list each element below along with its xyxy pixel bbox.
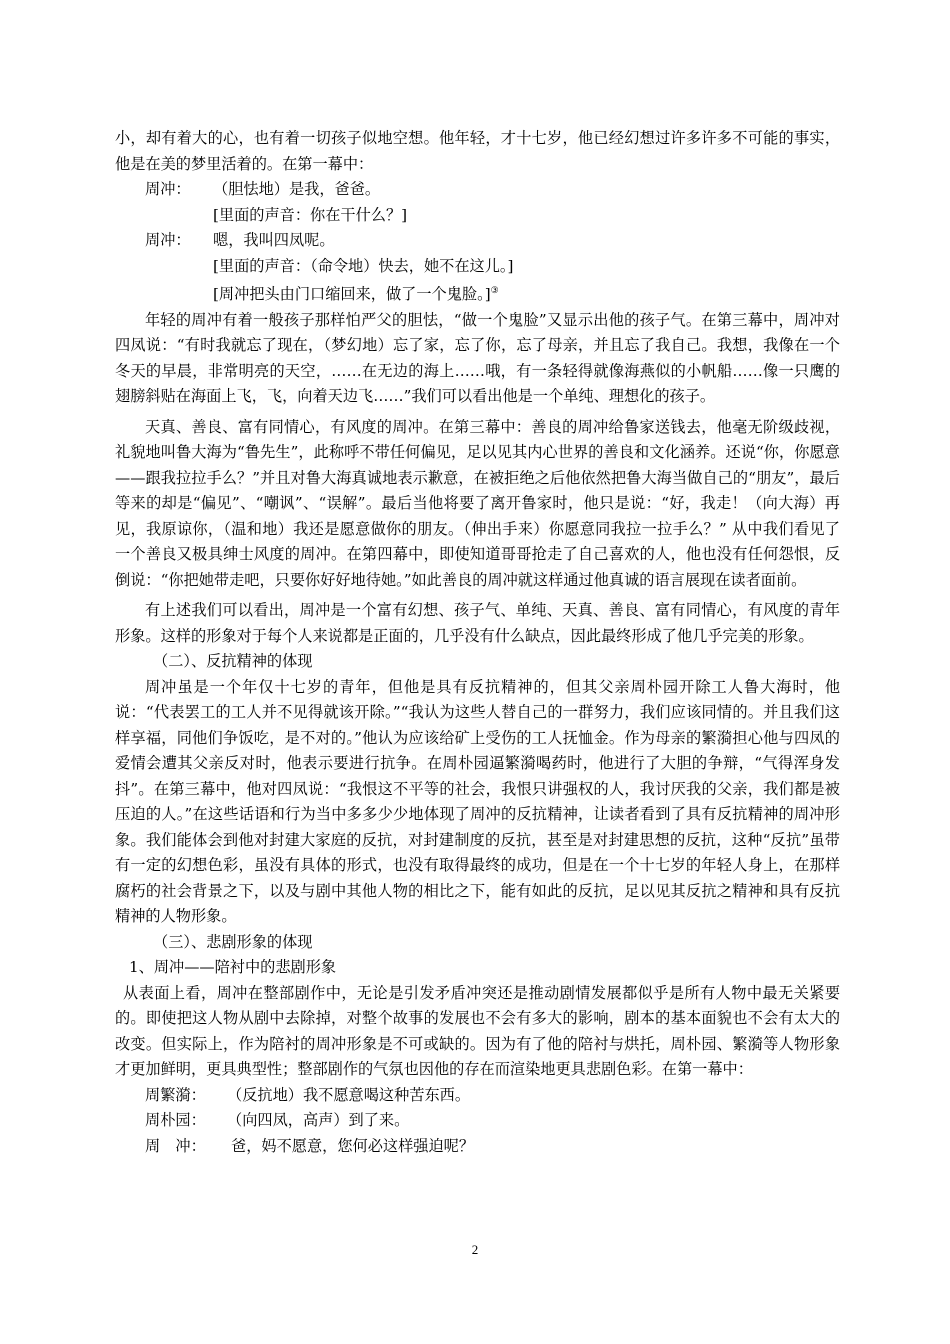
stage-direction: [里面的声音：你在干什么？] — [213, 205, 408, 224]
speaker: 周冲： — [145, 180, 191, 198]
section-heading: （三）、悲剧形象的体现 — [153, 932, 313, 951]
stage-direction — [115, 279, 840, 308]
paragraph: 周冲虽是一个年仅十七岁的青年，但他是具有反抗精神的，但其父亲周朴园开除工人鲁大海时，他说：“代表罢工的工人并不见得就该开除。”“我认为这些人替自己的一群努力，我们应该同情的。并且我们这样享福，同他们争饭吃，是不对的。”他认为应该给矿上受伤的工人抚恤金。作为母亲的繁漪担心他与四凤的爱情会遭其父亲反对时，他表示要进行抗争。在周朴园逼繁漪喝药时，他进行了大胆的争辩，“气得浑身发抖”。在第三幕中，他对四凤说：“我恨这不平等的社会，我恨只讲强权的人，我讨厌我的父亲，我们都是被压迫的人。”在这些话语和行为当中多多少少地体现了周冲的反抗精神，让读者看到了具有反抗精神的周冲形象。我们能体会到他对封建大家庭的反抗，对封建制度的反抗，甚至是对封建思想的反抗，这种“反抗”虽带有一定的幻想色彩，虽没有具体的形式，也没有取得最终的成功，但是在一个十七岁的年轻人身上，在那样腐朽的社会背景之下，以及与剧中其他人物的相比之下，能有如此的反抗，足以见其反抗之精神和具有反抗精神的人物形象。 — [115, 677, 840, 926]
section-heading: （二）、反抗精神的体现 — [153, 652, 313, 671]
line-text: 爸，妈不愿意，您何必这样强迫呢？ — [231, 1136, 474, 1155]
line-text: （向四凤，高声）到了来。 — [227, 1111, 410, 1130]
speaker: 周繁漪： — [145, 1085, 206, 1104]
continuation-paragraph: 小，却有着大的心，也有着一切孩子似地空想。他年轻，才十七岁，他已经幻想过许多许多不可能的事实，他是在美的梦里活着的。在第一幕中： — [115, 129, 840, 173]
paragraph: 年轻的周冲有着一般孩子那样怕严父的胆怯，“做一个鬼脸”又显示出他的孩子气。在第三幕中，周冲对四凤说：“有时我就忘了现在，（梦幻地）忘了家，忘了你，忘了母亲，并且忘了我自己。我想，我像在一个冬天的早晨，非常明亮的天空，……在无边的海上……哦，有一条轻得就像海燕似的小帆船……像一只鹰的翅膀斜贴在海面上飞，飞，向着天边飞……”我们可以看出他是一个单纯、理想化的孩子。 — [115, 310, 840, 406]
line-text: （胆怯地）是我，爸爸。 — [213, 180, 381, 198]
speaker: 周冲： — [145, 231, 191, 249]
document-body — [115, 126, 840, 1159]
line-text: 嗯，我叫四凤呢。 — [213, 231, 335, 249]
page-number: 2 — [471, 1242, 479, 1257]
dialogue-line — [115, 177, 840, 203]
paragraph: 天真、善良、富有同情心，有风度的周冲。在第三幕中：善良的周冲给鲁家送钱去，他毫无阶级歧视，礼貌地叫鲁大海为“鲁先生”，此称呼不带任何偏见，足以见其内心世界的善良和文化涵养。还说“你，你愿意——跟我拉拉手么？”并且对鲁大海真诚地表示歉意，在被拒绝之后他依然把鲁大海当做自己的“朋友”，最后等来的却是“偏见”、“嘲讽”、“误解”。最后当他将要了离开鲁家时，他只是说：“好，我走！（向大海）再见，我原谅你，（温和地）我还是愿意做你的朋友。（伸出手来）你愿意同我拉一拉手么？” 从中我们看见了一个善良又极具绅士风度的周冲。在第四幕中，即使知道哥哥抢走了自己喜欢的人，他也没有任何怨恨，反倒说：“你把她带走吧，只要你好好地待她。”如此善良的周冲就这样通过他真诚的语言展现在读者面前。 — [115, 417, 840, 589]
line-text: （反抗地）我不愿意喝这种苦东西。 — [227, 1085, 470, 1104]
stage-direction: [里面的声音：（命令地）快去，她不在这儿。] — [213, 256, 514, 275]
dialogue-line — [115, 1134, 840, 1160]
speaker: 周 冲： — [145, 1136, 206, 1155]
dialogue-line — [115, 228, 840, 254]
speaker: 周朴园： — [145, 1111, 206, 1130]
stage-text: [周冲把头由门口缩回来，做了一个鬼脸。] — [213, 285, 491, 304]
paragraph: 从表面上看，周冲在整部剧作中，无论是引发矛盾冲突还是推动剧情发展都似乎是所有人物中最无关紧要的。即使把这人物从剧中去除掉，对整个故事的发展也不会有多大的影响，剧本的基本面貌也不会有太大的改变。但实际上，作为陪衬的周冲形象是不可或缺的。因为有了他的陪衬与烘托，周朴园、繁漪等人物形象才更加鲜明，更具典型性；整部剧作的气氛也因他的存在而渲染地更具悲剧色彩。在第一幕中： — [115, 983, 840, 1079]
footnote-marker: ③ — [490, 286, 499, 296]
dialogue-line — [115, 1083, 840, 1109]
paragraph: 有上述我们可以看出，周冲是一个富有幻想、孩子气、单纯、天真、善良、富有同情心，有风度的青年形象。这样的形象对于每个人来说都是正面的，几乎没有什么缺点，因此最终形成了他几乎完美的形象。 — [115, 601, 840, 645]
subsection-heading: 1、周冲——陪衬中的悲剧形象 — [129, 958, 337, 977]
dialogue-line — [115, 1108, 840, 1134]
